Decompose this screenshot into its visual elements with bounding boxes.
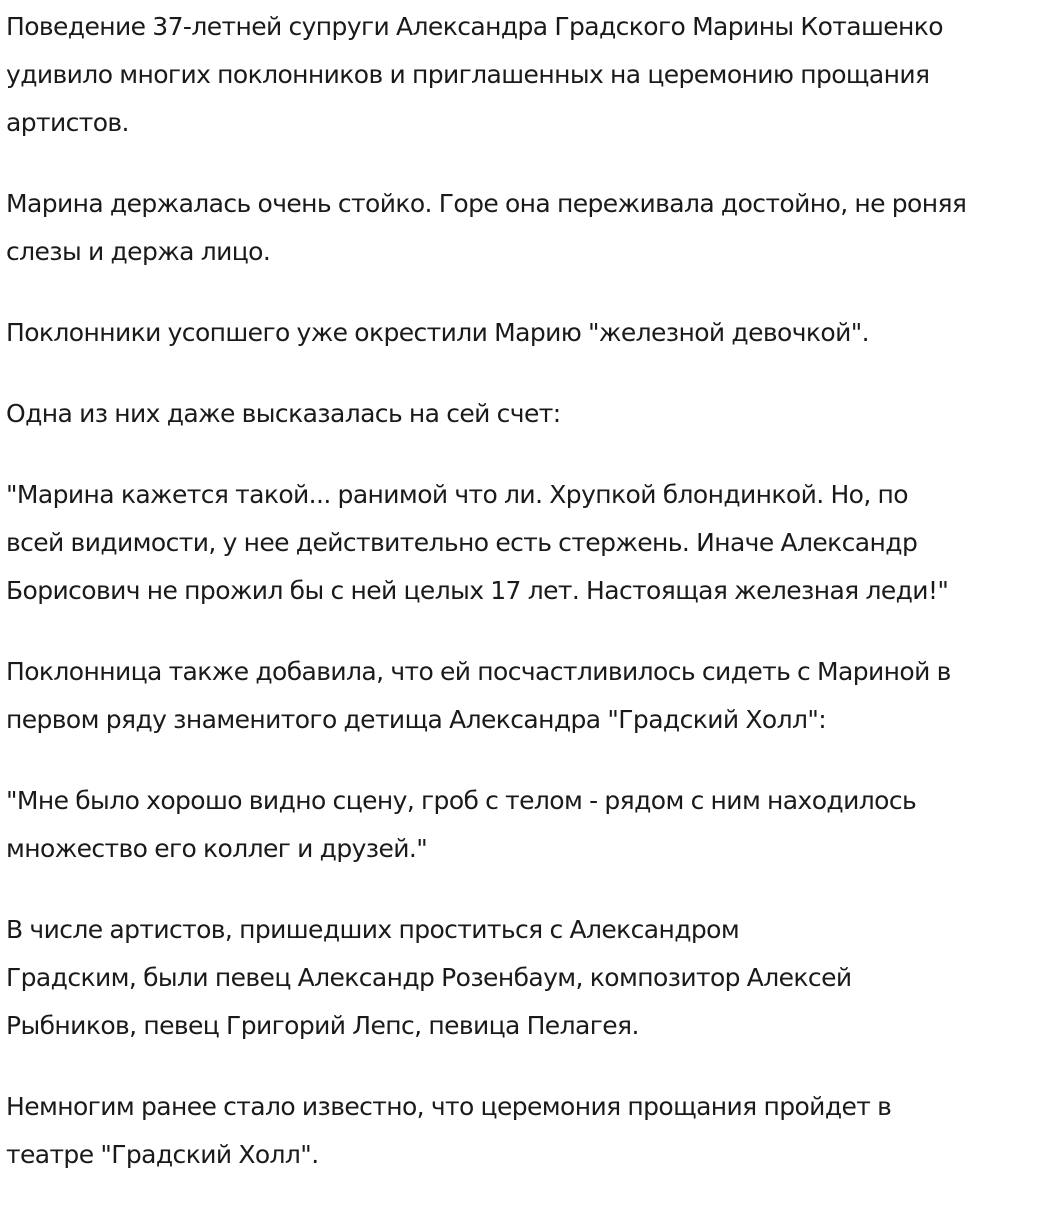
paragraph-5-quote	[6, 471, 1032, 615]
paragraph-line: Одна из них даже высказалась на сей счет:	[6, 399, 561, 428]
paragraph-line: "Мне было хорошо видно сцену, гроб с телом - рядом с ним находилось	[6, 786, 917, 815]
paragraph-line: слезы и держа лицо.	[6, 237, 271, 266]
paragraph-line: Градским, были певец Александр Розенбаум, композитор Алексей	[6, 963, 852, 992]
article-body	[6, 0, 1032, 1212]
paragraph-line: Марина держалась очень стойко. Горе она переживала достойно, не роняя	[6, 189, 967, 218]
paragraph-line: удивило многих поклонников и приглашенных на церемонию прощания	[6, 60, 930, 89]
paragraph-line: Рыбников, певец Григорий Лепс, певица Пелагея.	[6, 1011, 639, 1040]
paragraph-9	[6, 1083, 1032, 1179]
paragraph-line: театре "Градский Холл".	[6, 1140, 319, 1169]
paragraph-6	[6, 648, 1032, 744]
paragraph-line: множество его коллег и друзей."	[6, 834, 428, 863]
paragraph-2	[6, 180, 1032, 276]
paragraph-line: "Марина кажется такой... ранимой что ли. Хрупкой блондинкой. Но, по	[6, 480, 908, 509]
paragraph-3	[6, 309, 1032, 357]
paragraph-line: Поведение 37-летней супруги Александра Градского Марины Коташенко	[6, 12, 943, 41]
paragraph-8	[6, 906, 1032, 1050]
paragraph-line: всей видимости, у нее действительно есть стержень. Иначе Александр	[6, 528, 918, 557]
paragraph-line: артистов.	[6, 108, 129, 137]
paragraph-line: В числе артистов, пришедших проститься с Александром	[6, 915, 740, 944]
paragraph-1	[6, 3, 1032, 147]
paragraph-line: Поклонники усопшего уже окрестили Марию "железной девочкой".	[6, 318, 869, 347]
paragraph-line: первом ряду знаменитого детища Александра "Градский Холл":	[6, 705, 827, 734]
paragraph-4	[6, 390, 1032, 438]
paragraph-7-quote	[6, 777, 1032, 873]
paragraph-line: Борисович не прожил бы с ней целых 17 лет. Настоящая железная леди!"	[6, 576, 949, 605]
paragraph-line: Немногим ранее стало известно, что церемония прощания пройдет в	[6, 1092, 892, 1121]
paragraph-line: Поклонница также добавила, что ей посчастливилось сидеть с Мариной в	[6, 657, 951, 686]
